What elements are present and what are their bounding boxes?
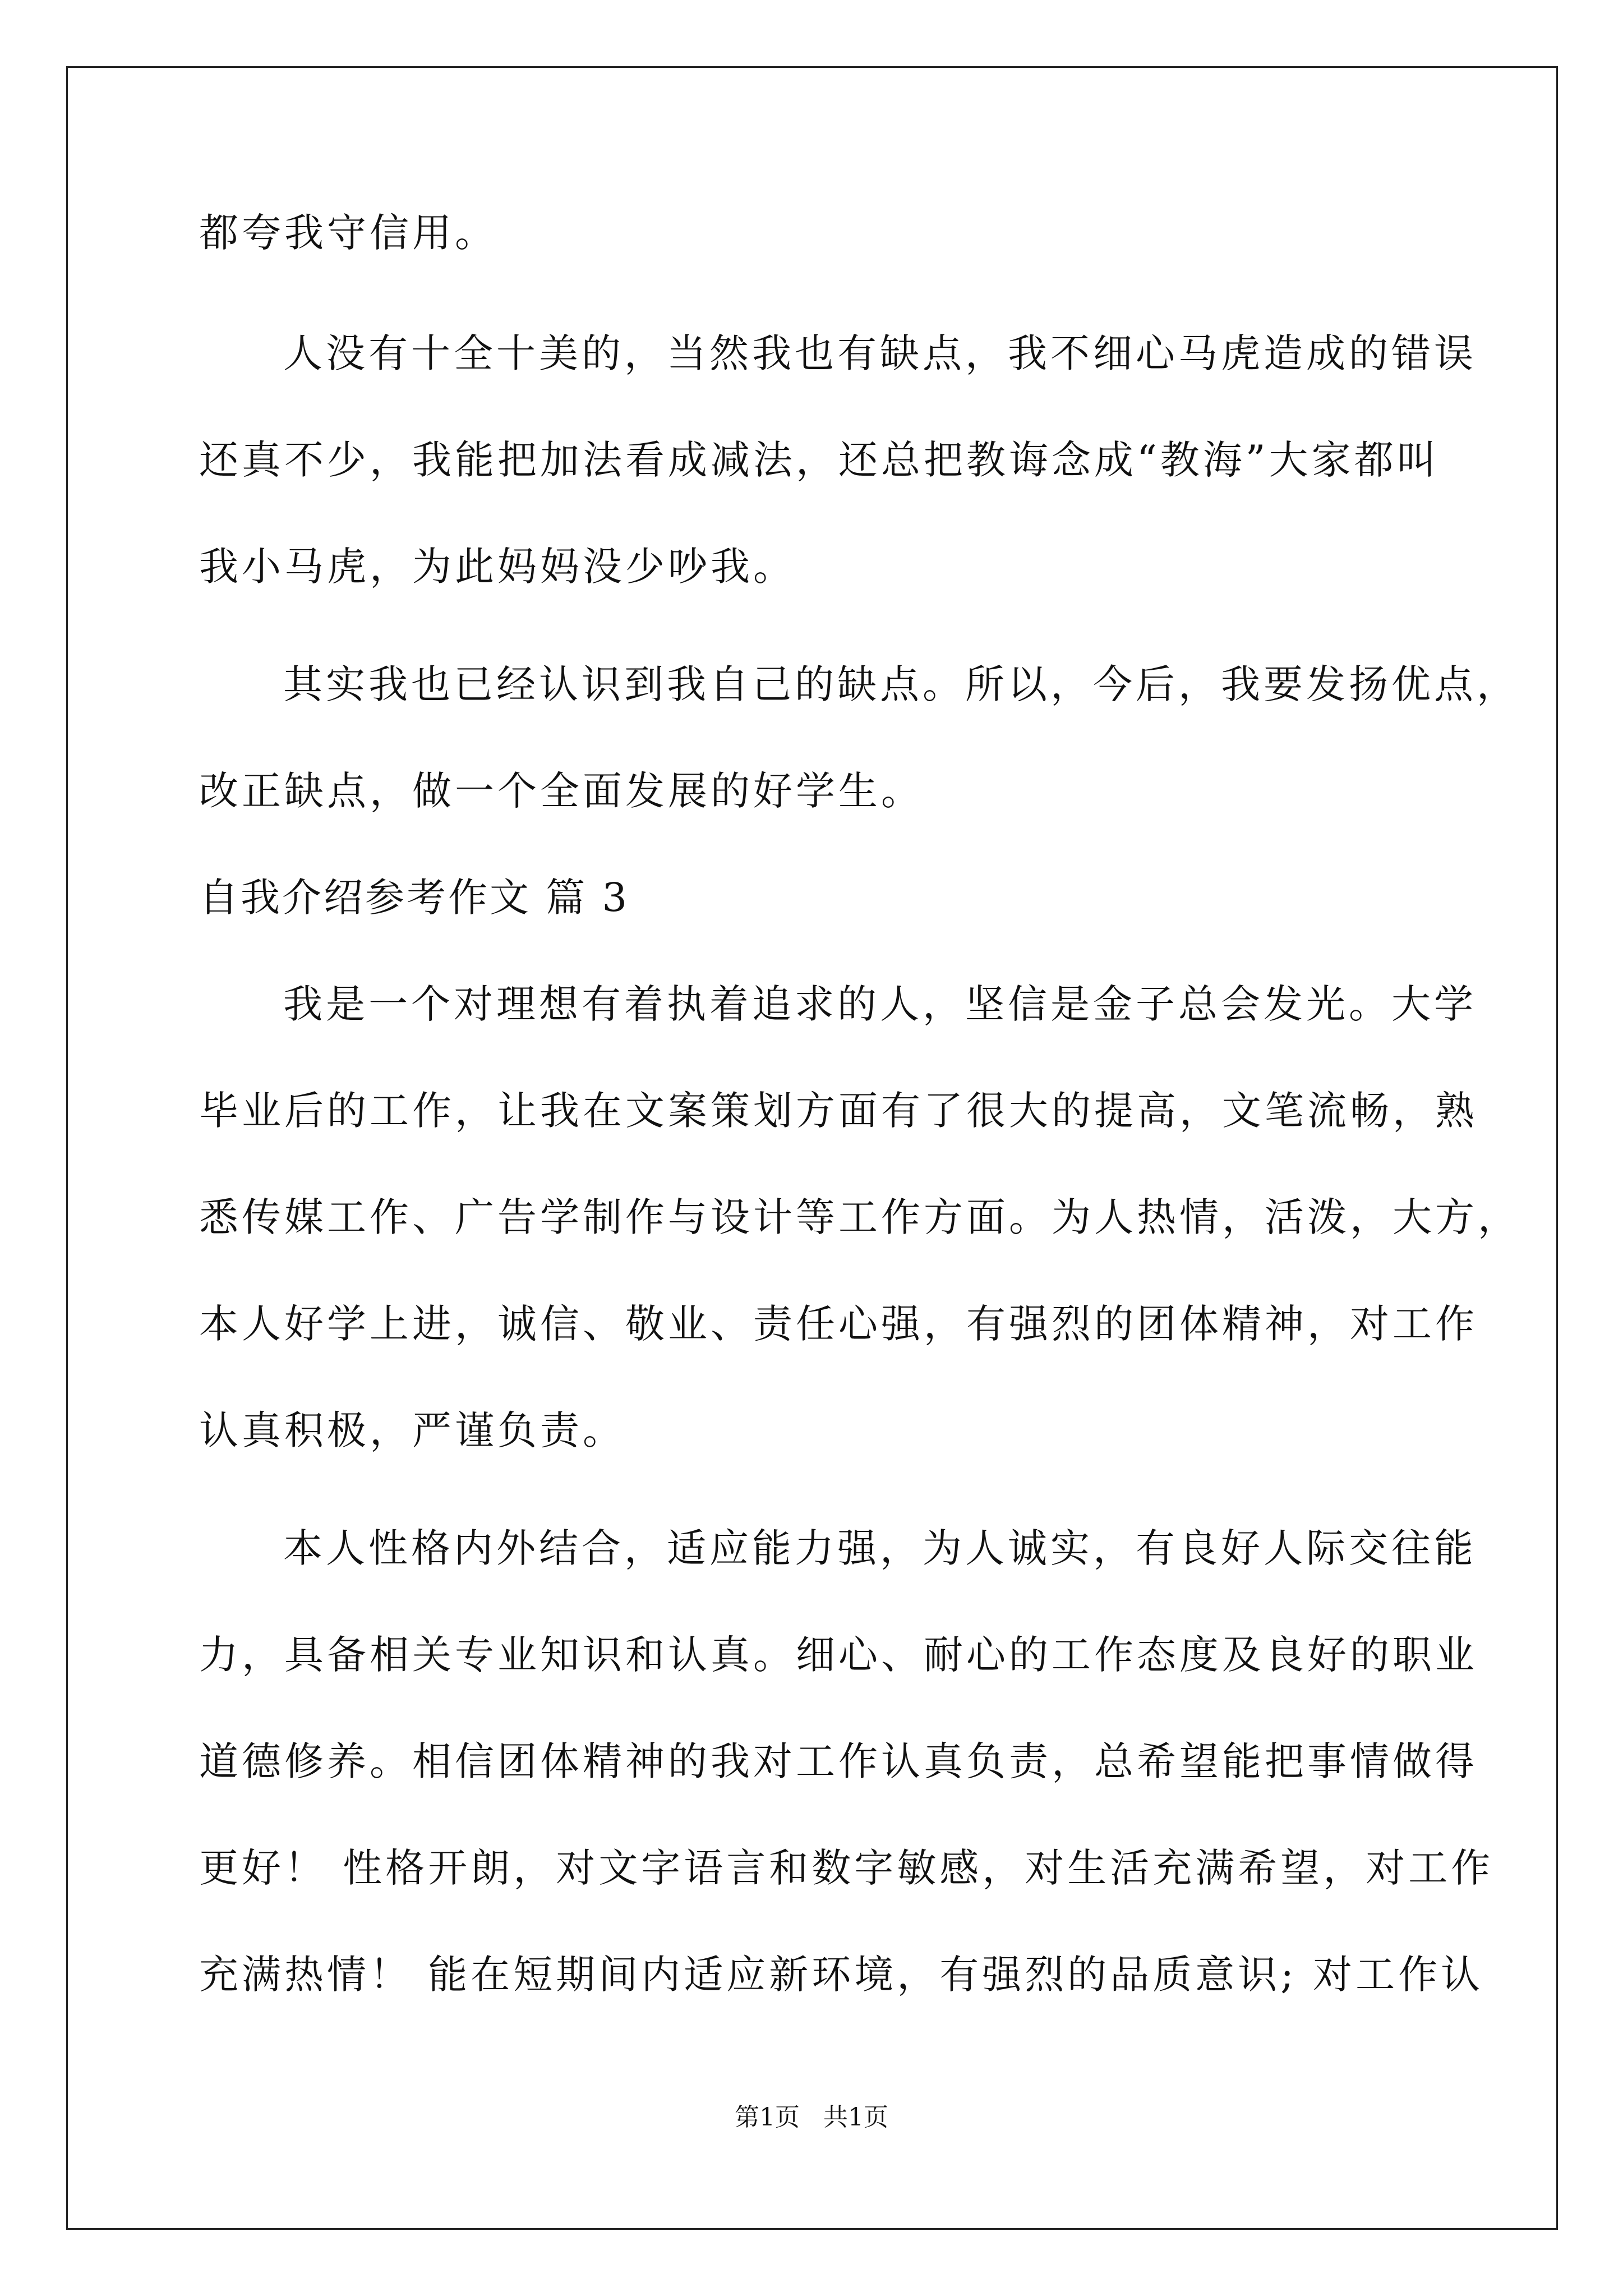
text-line: 更好！ 性格开朗，对文字语言和数字敏感，对生活充满希望，对工作 [199,1845,1494,1891]
section-heading: 自我介绍参考作文 篇 3 [199,875,630,921]
text-line: 本人性格内外结合，适应能力强，为人诚实，有良好人际交往能 [283,1525,1477,1571]
text-line: 本人好学上进，诚信、敬业、责任心强，有强烈的团体精神，对工作 [199,1301,1478,1347]
text-line: 悉传媒工作、广告学制作与设计等工作方面。为人热情，活泼，大方， [199,1194,1520,1240]
text-line: 充满热情！ 能在短期间内适应新环境，有强烈的品质意识; 对工作认 [199,1952,1484,1998]
text-line: 毕业后的工作，让我在文案策划方面有了很大的提高，文笔流畅，熟 [199,1088,1478,1134]
text-line: 道德修养。相信团体精神的我对工作认真负责，总希望能把事情做得 [199,1738,1478,1784]
text-line: 还真不少，我能把加法看成减法，还总把教诲念成“教海”大家都叫 [199,437,1440,483]
text-line: 我小马虎，为此妈妈没少吵我。 [199,544,796,590]
text-line: 其实我也已经认识到我自己的缺点。所以，今后，我要发扬优点， [283,661,1519,707]
text-line: 都夸我守信用。 [199,210,497,256]
page-number-footer: 第1页 共1页 [735,2103,888,2132]
text-line: 力，具备相关专业知识和认真。细心、耐心的工作态度及良好的职业 [199,1632,1478,1678]
text-line: 认真积极，严谨负责。 [199,1407,625,1453]
page-border [66,66,1558,2230]
text-line: 我是一个对理想有着执着追求的人，坚信是金子总会发光。大学 [283,981,1477,1027]
text-line: 改正缺点，做一个全面发展的好学生。 [199,768,924,814]
text-line: 人没有十全十美的，当然我也有缺点，我不细心马虎造成的错误 [283,330,1477,376]
